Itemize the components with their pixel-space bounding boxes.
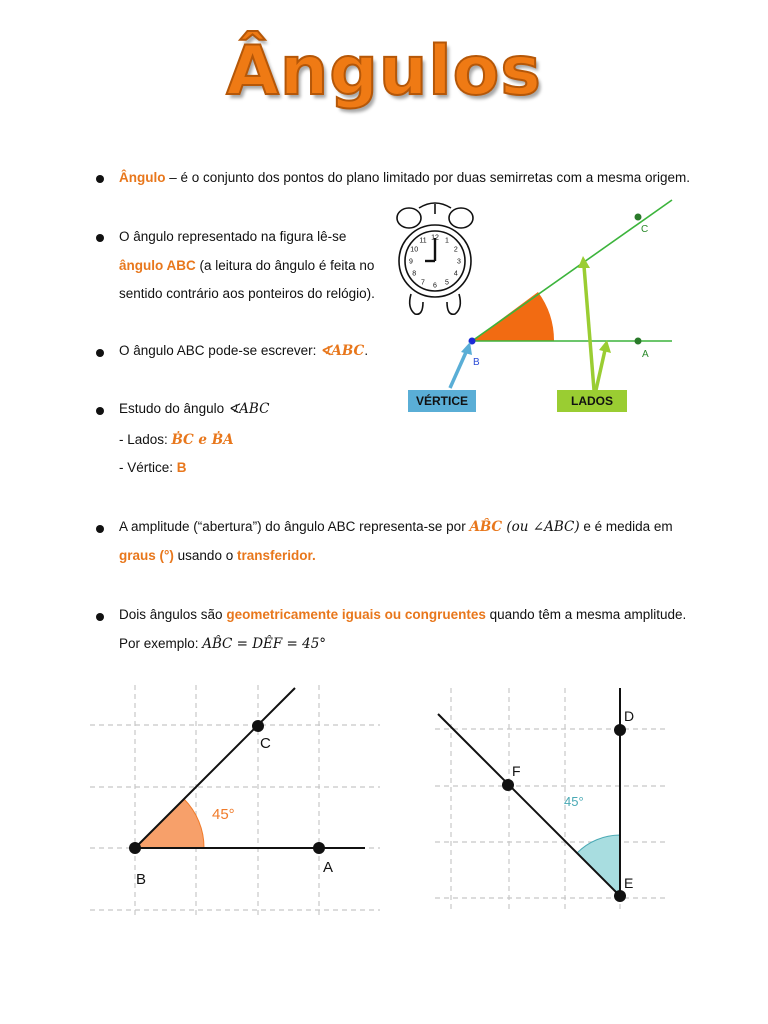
clock-number: 11 — [419, 237, 427, 245]
notation-text: O ângulo ABC pode-se escrever: — [119, 343, 321, 358]
angle-label: 45° — [564, 794, 584, 809]
point-b — [129, 842, 141, 854]
label-f: F — [512, 763, 521, 779]
reading-text: (a leitura do ângulo é feita no — [195, 258, 375, 273]
term-angulo: Ângulo — [119, 170, 166, 185]
term-congruentes: geometricamente iguais ou congruentes — [226, 607, 486, 622]
side-bc: ḂC — [171, 432, 194, 448]
clock-number: 2 — [453, 246, 458, 254]
angle-sector — [135, 799, 204, 848]
clock-number: 7 — [421, 279, 425, 287]
clock-number: 10 — [410, 246, 419, 254]
sides-label: - Lados: — [119, 432, 172, 447]
label-b: B — [136, 871, 147, 888]
bullet — [96, 525, 104, 533]
label-a: A — [323, 859, 334, 876]
study-text: Estudo do ângulo — [119, 401, 228, 416]
label-c: C — [641, 224, 649, 235]
amplitude-symbol: AB̂C — [469, 519, 503, 535]
amplitude-line-1 — [119, 517, 673, 537]
term-transferidor: transferidor. — [236, 548, 316, 563]
reading-line-1: O ângulo representado na figura lê-se — [119, 229, 347, 244]
point-f — [502, 779, 514, 791]
bullet — [96, 407, 104, 415]
clock-number: 4 — [453, 270, 458, 278]
reading-line-3: sentido contrário aos ponteiros do relógio). — [119, 286, 375, 301]
congruent-text-2: quando têm a mesma amplitude. — [485, 607, 687, 622]
vertice-label-box: VÉRTICE — [408, 390, 476, 412]
bullet — [96, 234, 104, 242]
side-ba: ḂA — [211, 432, 234, 448]
term-angulo-abc: ângulo ABC — [119, 258, 196, 273]
lados-arrowhead-1 — [578, 256, 590, 268]
definition-line — [119, 168, 690, 188]
amplitude-text-2: e é medida em — [579, 519, 673, 534]
amplitude-text: A amplitude (“abertura”) do ângulo ABC representa-se por — [119, 519, 470, 534]
bullet — [96, 175, 104, 183]
vertex-label: - Vértice: — [119, 460, 177, 475]
angle-abc-45-grid — [90, 685, 380, 915]
point-a — [313, 842, 325, 854]
point-c — [252, 720, 264, 732]
angle-def-45-grid — [435, 688, 665, 918]
angle-symbol: ∢ABC — [227, 401, 270, 417]
angle-abc-diagram — [400, 200, 700, 420]
clock-number: 12 — [431, 234, 439, 242]
lados-arrow-2 — [596, 350, 605, 390]
label-e: E — [624, 875, 634, 891]
reading-line-2 — [119, 256, 374, 276]
bullet — [96, 349, 104, 357]
clock-number: 9 — [409, 258, 413, 266]
angle-sector — [577, 835, 620, 896]
label-d: D — [624, 708, 635, 724]
study-line — [119, 399, 269, 419]
amplitude-text-3: usando o — [173, 548, 237, 563]
example-label: Por exemplo: — [119, 636, 203, 651]
ray-bc — [135, 688, 295, 848]
label-a: A — [642, 349, 649, 360]
angle-arc-fill — [472, 292, 554, 341]
clock-number: 6 — [433, 282, 437, 290]
label-c: C — [260, 735, 271, 752]
example-formula: AB̂C = DÊF = 45° — [202, 636, 327, 652]
sides-line — [119, 430, 234, 450]
point-e — [614, 890, 626, 902]
point-c — [635, 214, 642, 221]
bullet — [96, 613, 104, 621]
definition-text: – é o conjunto dos pontos do plano limitado por duas semirretas com a mesma origem. — [165, 170, 691, 185]
vertex-line — [119, 458, 187, 478]
period: . — [364, 343, 369, 358]
point-a — [635, 338, 642, 345]
page-title: Ângulos — [226, 32, 542, 111]
angle-symbol: ∢ABC — [320, 343, 365, 359]
lados-label-box: LADOS — [557, 390, 627, 412]
grid-lines — [90, 685, 380, 915]
congruent-line-1 — [119, 605, 686, 625]
label-b: B — [473, 357, 480, 368]
lados-arrow-1 — [584, 266, 594, 390]
vertex-value: B — [176, 460, 187, 475]
congruent-line-2 — [119, 634, 326, 654]
clock-number: 8 — [412, 270, 417, 278]
clock-number: 5 — [445, 279, 449, 287]
ray-ef — [438, 714, 620, 896]
lados-arrowhead-2 — [599, 340, 611, 353]
amplitude-alt-symbol: (ou ∠ABC) — [502, 519, 580, 535]
angle-label: 45° — [212, 806, 235, 823]
clock-number: 1 — [445, 237, 449, 245]
conjunction: e — [193, 432, 212, 448]
notation-line — [119, 341, 368, 361]
term-graus: graus (°) — [119, 548, 174, 563]
vertex-arrow — [450, 350, 467, 388]
point-d — [614, 724, 626, 736]
congruent-text: Dois ângulos são — [119, 607, 227, 622]
clock-number: 3 — [457, 258, 461, 266]
ray-bc — [472, 200, 672, 341]
amplitude-line-2 — [119, 546, 316, 566]
